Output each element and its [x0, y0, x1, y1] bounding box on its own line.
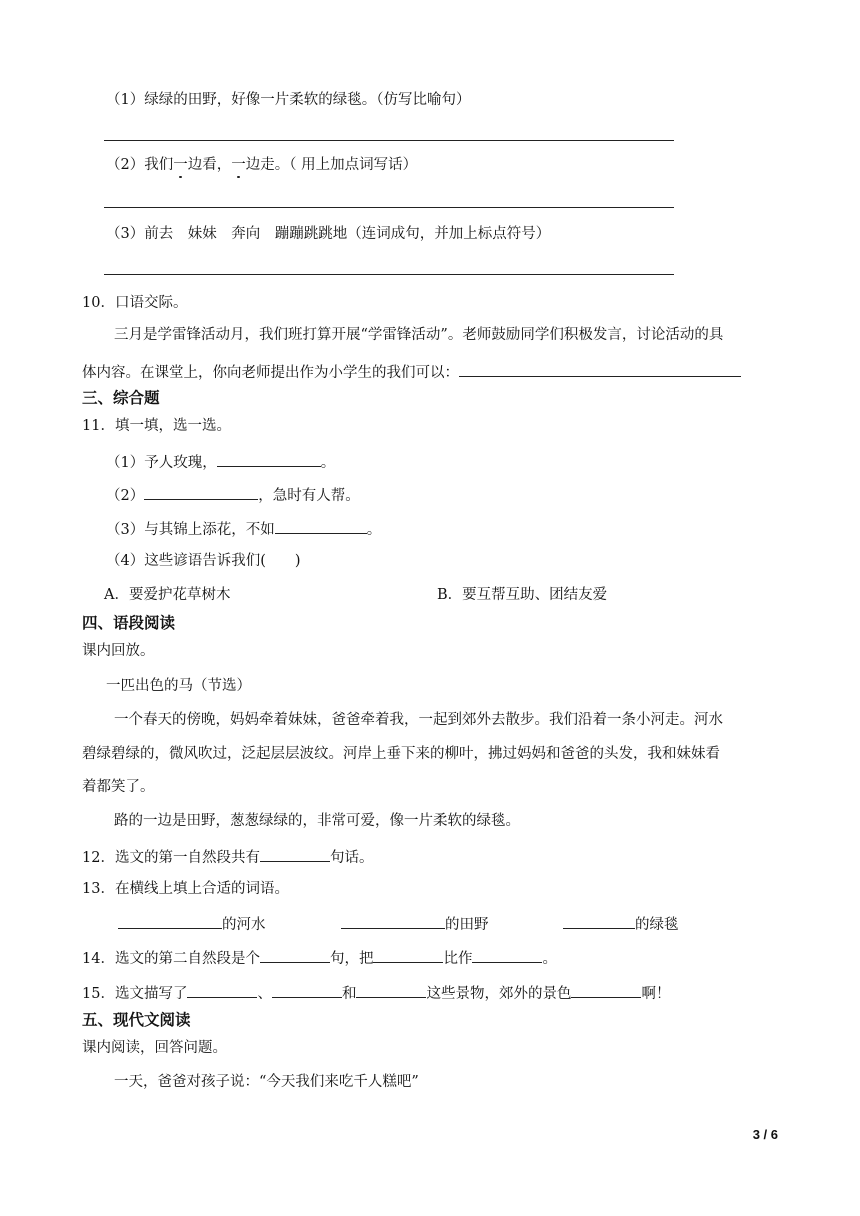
answer-blank-q13-1[interactable]: [118, 913, 222, 929]
option-a[interactable]: A．要爱护花草树木: [104, 587, 231, 603]
q15-mid: 这些景物，郊外的景色: [426, 986, 572, 1002]
q13-word3: 的绿毯: [635, 917, 679, 933]
q11-item1-text: （1）予人玫瑰，: [106, 455, 217, 471]
page-number: 3 / 6: [752, 1127, 778, 1142]
reading-paragraph1-line3: 着都笑了。: [82, 779, 155, 795]
q11-item2-text: （2）: [106, 488, 145, 504]
q14: [82, 947, 557, 969]
q9-sub1: （1）绿绿的田野，好像一片柔软的绿毯。（仿写比喻句）: [106, 92, 471, 108]
q11-title: 11．填一填，选一选。: [82, 418, 231, 434]
q15-end: 啊！: [641, 986, 671, 1002]
reading-paragraph1-line1: 一个春天的傍晚，妈妈牵着妹妹，爸爸牵着我，一起到郊外去散步。我们沿着一条小河走。河水: [114, 712, 723, 728]
answer-line-q9-2[interactable]: [104, 207, 674, 208]
q11-item1-end: 。: [320, 455, 336, 471]
q11-item3-text: （3）与其锦上添花，不如: [106, 522, 275, 538]
q15-sep2: 和: [341, 986, 357, 1002]
q11-item2-end: ，急时有人帮。: [258, 488, 360, 504]
q9-sub2-part1: （2）我们: [106, 157, 174, 173]
q10-title: 10．口语交际。: [82, 295, 188, 311]
q11-item3: [106, 518, 381, 540]
q13-title: 13．在横线上填上合适的词语。: [82, 881, 289, 897]
answer-blank-q14-1[interactable]: [260, 947, 330, 963]
answer-blank-q14-2[interactable]: [373, 947, 443, 963]
reading-paragraph1-line2: 碧绿碧绿的，微风吹过，泛起层层波纹。河岸上垂下来的柳叶，拂过妈妈和爸爸的头发，我和妹妹看: [82, 746, 720, 762]
q10-text-line2: [82, 361, 741, 383]
q12-text: 12．选文的第一自然段共有: [82, 850, 260, 866]
q14-mid2: 比作: [443, 951, 473, 967]
q13-word2: 的田野: [445, 917, 489, 933]
q9-sub2: [106, 155, 417, 175]
q13-item1: [118, 913, 266, 935]
answer-blank-q15-3[interactable]: [356, 982, 426, 998]
dotted-char: 一: [173, 157, 188, 173]
answer-blank-q13-3[interactable]: [563, 913, 635, 929]
answer-blank-q14-3[interactable]: [472, 947, 542, 963]
q15-sep1: 、: [257, 986, 272, 1002]
q14-end: 。: [542, 951, 557, 967]
answer-line-q9-1[interactable]: [104, 140, 674, 141]
q9-sub3: （3）前去 妹妹 奔向 蹦蹦跳跳地（连词成句，并加上标点符号）: [106, 226, 551, 242]
section-heading-3: 三、综合题: [82, 389, 160, 407]
answer-blank-q11-2[interactable]: [144, 484, 258, 500]
q14-mid1: 句，把: [329, 951, 374, 967]
answer-blank-q13-2[interactable]: [341, 913, 445, 929]
modern-intro: 课内阅读，回答问题。: [82, 1040, 227, 1056]
q13-item3: [563, 913, 679, 935]
q10-text-line1: 三月是学雷锋活动月，我们班打算开展“学雷锋活动”。老师鼓励同学们积极发言，讨论活动的具: [114, 327, 724, 343]
answer-blank-q15-1[interactable]: [187, 982, 257, 998]
answer-blank-q11-1[interactable]: [217, 451, 321, 467]
answer-blank-q12[interactable]: [260, 846, 330, 862]
q15: [82, 982, 670, 1004]
reading-intro: 课内回放。: [82, 643, 155, 659]
q10-text-line2-content: 体内容。在课堂上，你向老师提出作为小学生的我们可以：: [82, 365, 459, 381]
q14-text: 14．选文的第二自然段是个: [82, 951, 260, 967]
q12: [82, 846, 373, 868]
q15-text: 15．选文描写了: [82, 986, 188, 1002]
answer-blank-q10[interactable]: [459, 361, 741, 377]
q13-item2: [341, 913, 489, 935]
q9-sub2-part2: 边看，: [187, 157, 232, 173]
reading-title: 一匹出色的马（节选）: [106, 678, 251, 694]
q11-item2: [106, 484, 360, 506]
q12-end: 句话。: [329, 850, 374, 866]
q13-word1: 的河水: [222, 917, 266, 933]
reading-paragraph2: 路的一边是田野，葱葱绿绿的，非常可爱，像一片柔软的绿毯。: [114, 813, 520, 829]
option-b[interactable]: B．要互帮互助、团结友爱: [437, 587, 608, 603]
q11-item3-end: 。: [366, 522, 382, 538]
answer-blank-q15-2[interactable]: [272, 982, 342, 998]
answer-line-q9-3[interactable]: [104, 274, 674, 275]
q9-sub2-part3: 边走。（ 用上加点词写话）: [245, 157, 418, 173]
q11-item4: （4）这些谚语告诉我们( ): [106, 553, 301, 569]
dotted-char: 一: [231, 157, 246, 173]
q11-item1: [106, 451, 335, 473]
modern-paragraph1: 一天，爸爸对孩子说：“今天我们来吃千人糕吧”: [114, 1074, 419, 1090]
section-heading-4: 四、语段阅读: [82, 614, 176, 632]
section-heading-5: 五、现代文阅读: [82, 1011, 191, 1029]
answer-blank-q11-3[interactable]: [275, 518, 367, 534]
answer-blank-q15-4[interactable]: [571, 982, 641, 998]
